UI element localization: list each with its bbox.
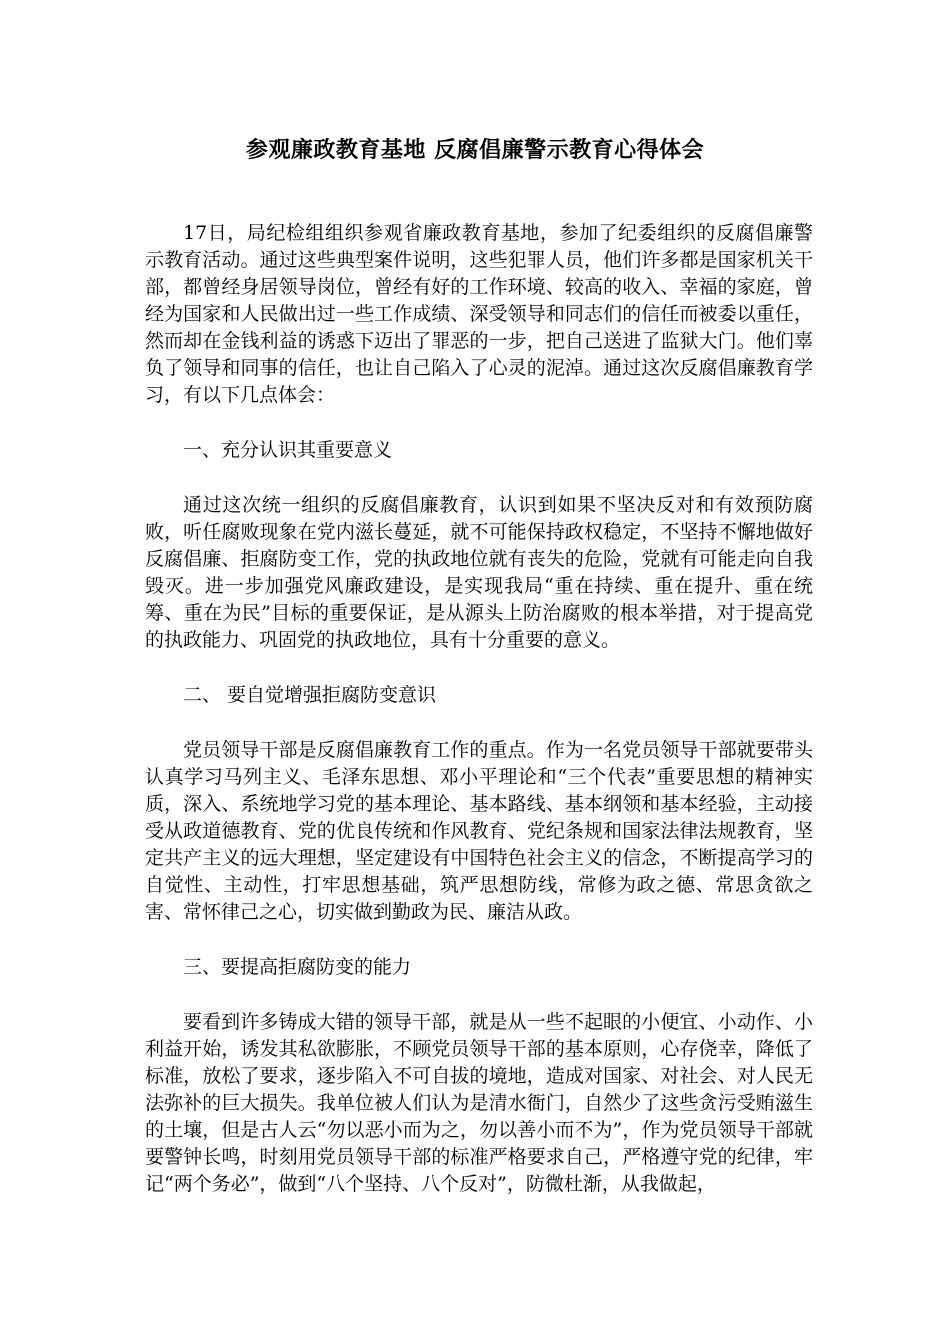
section3-heading: 三、要提高拒腐防变的能力 <box>183 956 412 978</box>
paragraph-gap <box>145 709 813 737</box>
section2-paragraph: 党员领导干部是反腐倡廉教育工作的重点。作为一名党员领导干部就要带头认真学习马列主义、毛泽东思想、邓小平理论和“三个代表”重要思想的精神实质，深入、系统地学习党的基本理论、基本路线、基本纲领和基本经验，主动接受从政道德教育、党的优良传统和作风教育、党纪条规和国家法律法规教育，坚定共产主义的远大理想，坚定建设有中国特色社会主义的信念，不断提高学习的自觉性、主动性，打牢思想基础，筑严思想防线，常修为政之德、常思贪欲之害、常怀律己之心，切实做到勤政为民、廉洁从政。 <box>145 739 813 923</box>
paragraph-gap <box>145 464 813 492</box>
paragraph-gap <box>145 409 813 437</box>
section1-heading: 一、充分认识其重要意义 <box>183 439 393 461</box>
paragraph-gap <box>145 981 813 1009</box>
section1-paragraph: 通过这次统一组织的反腐倡廉教育，认识到如果不坚决反对和有效预防腐败，听任腐败现象在党内滋长蔓延，就不可能保持政权稳定，不坚持不懈地做好反腐倡廉、拒腐防变工作，党的执政地位就有丧失的危险，党就有可能走向自我毁灭。进一步加强党风廉政建设，是实现我局“重在持续、重在提升、重在统筹、重在为民”目标的重要保证，是从源头上防治腐败的根本举措，对于提高党的执政能力、巩固党的执政地位，具有十分重要的意义。 <box>145 494 813 651</box>
section2-heading: 二、 要自觉增强拒腐防变意识 <box>183 684 437 706</box>
paragraph-gap <box>145 926 813 954</box>
intro-paragraph: 17日，局纪检组组织参观省廉政教育基地，参加了纪委组织的反腐倡廉警示教育活动。通过这些典型案件说明，这些犯罪人员，他们许多都是国家机关干部，都曾经身居领导岗位，曾经有好的工作环境、较高的收入、幸福的家庭，曾经为国家和人民做出过一些工作成绩、深受领导和同志们的信任而被委以重任，然而却在金钱利益的诱惑下迈出了罪恶的一步，把自己送进了监狱大门。他们辜负了领导和同事的信任，也让自己陷入了心灵的泥淖。通过这次反腐倡廉教育学习，有以下几点体会： <box>145 222 813 406</box>
document-title: 参观廉政教育基地 反腐倡廉警示教育心得体会 <box>245 137 705 163</box>
document-body <box>145 220 813 1198</box>
paragraph-gap <box>145 654 813 682</box>
section3-paragraph: 要看到许多铸成大错的领导干部，就是从一些不起眼的小便宜、小动作、小利益开始，诱发其私欲膨胀，不顾党员领导干部的基本原则，心存侥幸，降低了标准，放松了要求，逐步陷入不可自拔的境地，造成对国家、对社会、对人民无法弥补的巨大损失。我单位被人们认为是清水衙门，自然少了这些贪污受贿滋生的土壤，但是古人云“勿以恶小而为之，勿以善小而不为”，作为党员领导干部就要警钟长鸣，时刻用党员领导干部的标准严格要求自己，严格遵守党的纪律，牢记“两个务必”，做到“八个坚持、八个反对”，防微杜渐，从我做起， <box>145 1011 813 1195</box>
